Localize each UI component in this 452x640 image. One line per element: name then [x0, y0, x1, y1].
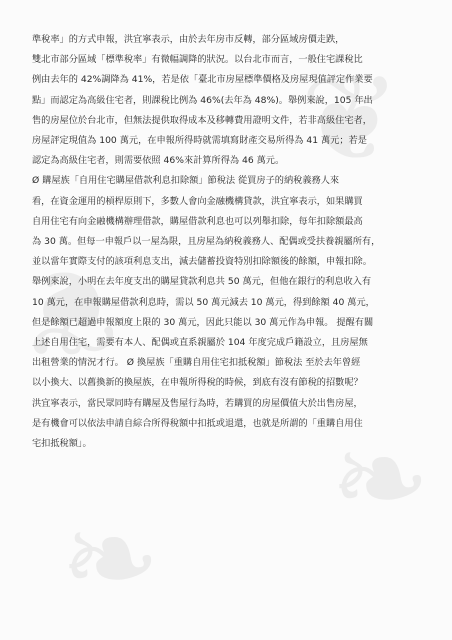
decorative-ornament-icon: ❦ [20, 241, 121, 380]
text-line: 雙北市部分區域「標準稅率」有微幅調降的狀況。以台北市而言，一般住宅課稅比 [32, 54, 363, 66]
text-line: 但是餘額已超過申報額度上限的 30 萬元，因此只能以 30 萬元作為申報。 提醒有關 [32, 316, 374, 328]
text-line: 自用住宅有向金融機構辦理借款，購屋借款利息也可以列舉扣除，每年扣除額最高 [32, 215, 363, 227]
text-line: 10 萬元，在申報購屋借款利息時，需以 50 萬元減去 10 萬元，得到餘額 40 萬元， [32, 296, 375, 308]
decorative-ornament-icon: ❧ [330, 410, 431, 549]
text-line: 出租營業的情況才行。 Ø 換屋族「重購自用住宅扣抵稅額」節稅法 至於去年曾經 [32, 357, 361, 369]
text-line: Ø 購屋族「自用住宅購屋借款利息扣除額」節稅法 從買房子的納稅義務人來 [32, 175, 340, 187]
text-line: 是有機會可以依法申請自綜合所得稅額中扣抵或退還，也就是所謂的「重購自用住 [32, 417, 363, 429]
paragraph-mortgage-interest [32, 171, 424, 454]
text-line: 房屋評定現值為 100 萬元，在申報所得時就需填寫財產交易所得為 41 萬元；若是 [32, 135, 367, 147]
text-line: 例由去年的 42%調降為 41%，若是依「臺北市房屋標準價格及房屋現值評定作業要 [32, 74, 373, 86]
document-body [32, 30, 424, 454]
text-line: 宅扣抵稅額」。 [32, 438, 92, 450]
decorative-ornament-icon: ❧ [60, 490, 161, 629]
decorative-ornament-icon: ❦ [300, 50, 401, 189]
text-line: 售的房屋位於台北市，但無法提供取得成本及移轉費用證明文件，若非高級住宅者， [32, 114, 372, 126]
paragraph-tax-rate [32, 30, 424, 171]
text-line: 以小換大、以舊換新的換屋族，在申報所得稅的時候，到底有沒有節稅的招數呢？ [32, 377, 363, 389]
text-line: 準稅率」的方式申報，洪宜寧表示，由於去年房市反轉，部分區域房價走跌， [32, 34, 345, 45]
text-line: 舉例來說，小明在去年度支出的購屋貸款利息共 50 萬元，但他在銀行的利息收入有 [32, 276, 372, 288]
text-line: 為 30 萬。但每一申報戶以一屋為限，且房屋為納稅義務人、配偶或受扶養親屬所有， [32, 236, 381, 248]
text-line: 認定為高級住宅者，則需要依照 46%來計算所得為 46 萬元。 [32, 155, 285, 167]
text-line: 洪宜寧表示，當民眾同時有購屋及售屋行為時，若購買的房屋價值大於出售房屋， [32, 397, 363, 409]
text-line: 並以當年實際支付的該項利息支出，減去儲蓄投資特別扣除額後的餘額，申報扣除。 [32, 256, 372, 268]
text-line: 點」而認定為高級住宅者，則課稅比例為 46%(去年為 48%)。舉例來說，105 年出 [32, 94, 373, 106]
text-line: 上述自用住宅，需要有本人、配偶或直系親屬於 104 年度完成戶籍設立，且房屋無 [32, 337, 368, 349]
text-line: 看，在資金運用的槓桿原則下，多數人會向金融機構貸款，洪宜寧表示，如果購買 [32, 195, 363, 207]
